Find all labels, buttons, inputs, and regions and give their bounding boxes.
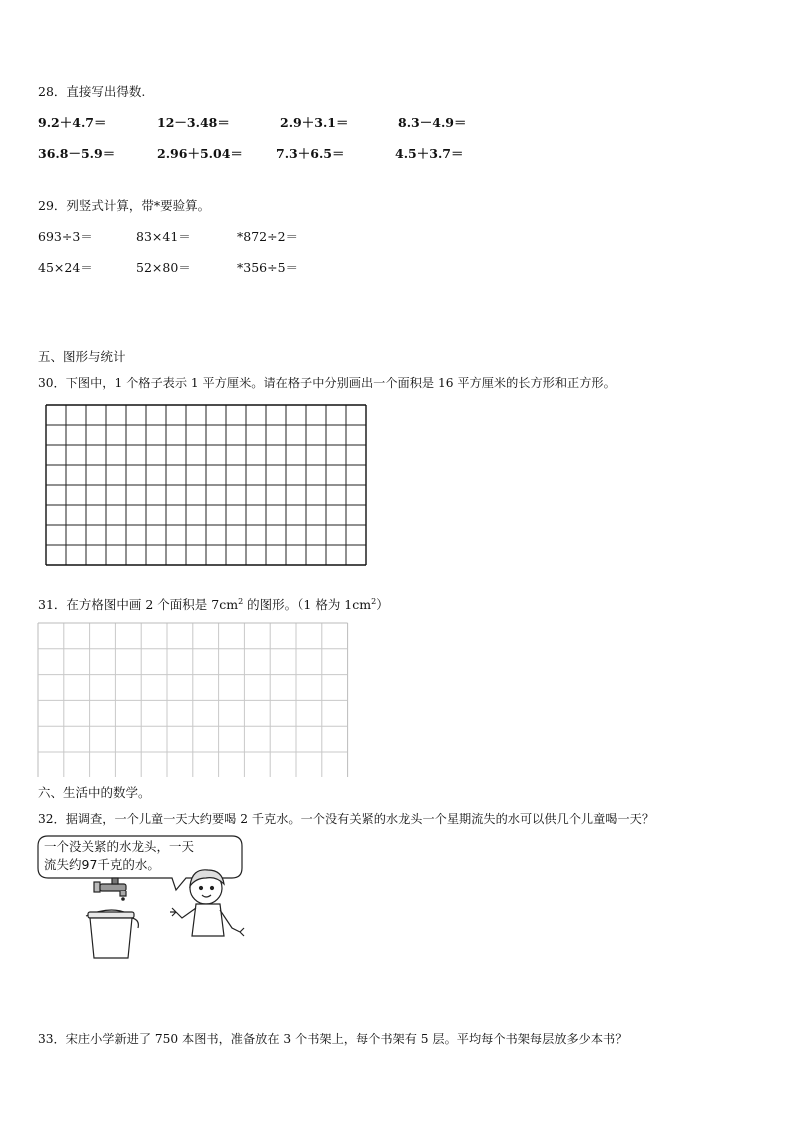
q29-item: *872÷2＝ (237, 229, 299, 244)
q29-item: 693÷3＝ (38, 229, 93, 244)
q28-item: 7.3＋6.5＝ (276, 146, 345, 161)
q29-item: *356÷5＝ (237, 260, 299, 275)
q28-item: 9.2＋4.7＝ (38, 115, 107, 130)
q29-item: 52×80＝ (136, 260, 191, 275)
q30-title: 30．下图中，1 个格子表示 1 平方厘米。请在格子中分别画出一个面积是 16 平方厘米的长方形和正方形。 (38, 376, 616, 390)
section-title: 六、生活中的数学。 (38, 785, 151, 800)
q29-title: 29．列竖式计算，带*要验算。 (38, 198, 211, 213)
q31-title-part: ） (376, 597, 389, 612)
q31-title (38, 594, 389, 613)
section-title: 五、图形与统计 (38, 349, 126, 364)
q32-title: 32．据调查，一个儿童一天大约要喝 2 千克水。一个没有关紧的水龙头一个星期流失的水可以供几个儿童喝一天？ (38, 812, 655, 826)
q28-item: 4.5＋3.7＝ (395, 146, 464, 161)
faucet-icon (94, 878, 126, 900)
square-grid-16x8[interactable] (45, 404, 371, 576)
q29-item: 83×41＝ (136, 229, 191, 244)
q28-item: 2.96＋5.04＝ (157, 146, 243, 161)
q31-title-part: 的图形。（1 格为 1cm (243, 597, 372, 612)
q28-item: 2.9＋3.1＝ (280, 115, 349, 130)
bucket-icon (86, 910, 138, 958)
q33-title: 33．宋庄小学新进了 750 本图书，准备放在 3 个书架上，每个书架有 5 层。平均每个书架每层放多少本书？ (38, 1032, 628, 1046)
q28-item: 36.8－5.9＝ (38, 146, 116, 161)
q31-title-part: 31．在方格图中画 2 个面积是 7cm (38, 597, 239, 612)
speech-bubble-text: 流失约97千克的水。 (44, 857, 160, 872)
q31-superscript: 2 (371, 597, 377, 606)
q31-superscript: 2 (238, 597, 244, 606)
speech-bubble-text: 一个没关紧的水龙头，一天 (44, 839, 195, 854)
q28-item: 12－3.48＝ (157, 115, 230, 130)
q28-item: 8.3－4.9＝ (398, 115, 467, 130)
light-square-grid-12x6[interactable] (37, 622, 349, 777)
q28-title: 28．直接写出得数. (38, 84, 146, 99)
q29-item: 45×24＝ (38, 260, 93, 275)
